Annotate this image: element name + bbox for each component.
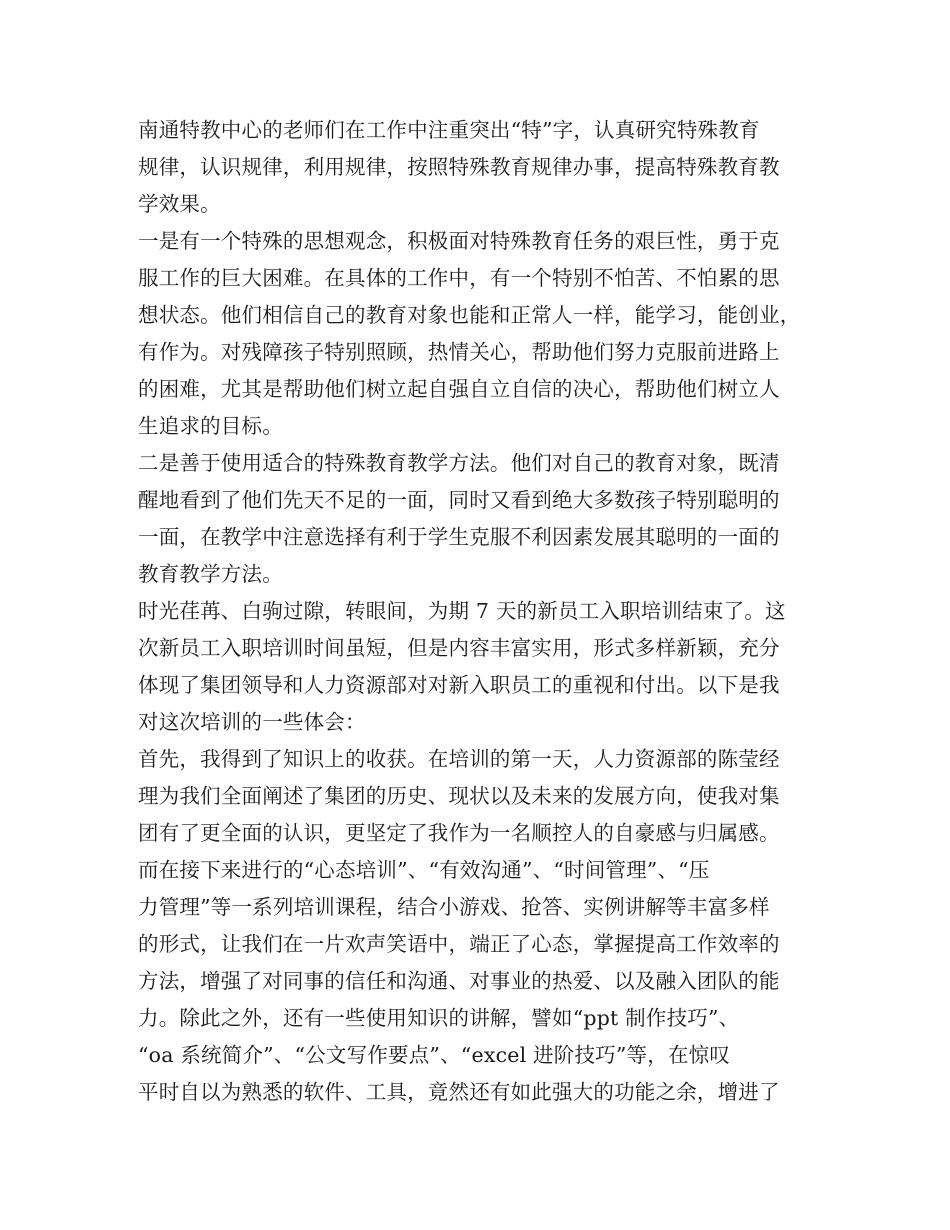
text-line: 一是有一个特殊的思想观念，积极面对特殊教育任务的艰巨性，勇于克 [138,229,780,253]
text-line: 体现了集团领导和人力资源部对对新入职员工的重视和付出。以下是我 [138,673,780,697]
text-line: 力管理”等一系列培训课程，结合小游戏、抢答、实例讲解等丰富多样 [138,895,770,919]
text-line: 力。除此之外，还有一些使用知识的讲解，譬如“ppt 制作技巧”、 [138,1006,740,1030]
text-line: 有作为。对残障孩子特别照顾，热情关心，帮助他们努力克服前进路上 [138,340,780,364]
text-line: 想状态。他们相信自己的教育对象也能和正常人一样，能学习，能创业， [138,303,801,327]
text-line: 首先，我得到了知识上的收获。在培训的第一天，人力资源部的陈莹经 [138,747,780,771]
text-line: 醒地看到了他们先天不足的一面，同时又看到绝大多数孩子特别聪明的 [138,488,780,512]
text-line: “oa 系统简介”、“公文写作要点”、“excel 进阶技巧”等，在惊叹 [138,1043,731,1067]
text-line: 的形式，让我们在一片欢声笑语中，端正了心态，掌握提高工作效率的 [138,932,780,956]
text-line: 的困难，尤其是帮助他们树立起自强自立自信的决心，帮助他们树立人 [138,377,780,401]
text-line: 对这次培训的一些体会： [138,710,366,734]
document-body [138,112,828,1111]
text-line: 教育教学方法。 [138,562,283,586]
text-line: 南通特教中心的老师们在工作中注重突出“特”字，认真研究特殊教育 [138,118,760,142]
text-line: 规律，认识规律，利用规律，按照特殊教育规律办事，提高特殊教育教 [138,155,780,179]
text-line: 学效果。 [138,192,221,216]
text-line: 而在接下来进行的“心态培训”、“有效沟通”、“时间管理”、“压 [138,858,710,882]
text-line: 理为我们全面阐述了集团的历史、现状以及未来的发展方向，使我对集 [138,784,780,808]
text-line: 一面，在教学中注意选择有利于学生克服不利因素发展其聪明的一面的 [138,525,780,549]
text-line: 二是善于使用适合的特殊教育教学方法。他们对自己的教育对象，既清 [138,451,780,475]
text-line: 服工作的巨大困难。在具体的工作中，有一个特别不怕苦、不怕累的思 [138,266,780,290]
text-line: 次新员工入职培训时间虽短，但是内容丰富实用，形式多样新颖，充分 [138,636,780,660]
text-line: 平时自以为熟悉的软件、工具，竟然还有如此强大的功能之余，增进了 [138,1080,780,1104]
text-line: 方法，增强了对同事的信任和沟通、对事业的热爱、以及融入团队的能 [138,969,780,993]
text-line: 时光荏苒、白驹过隙，转眼间，为期 7 天的新员工入职培训结束了。这 [138,599,786,623]
text-line: 团有了更全面的认识，更坚定了我作为一名顺控人的自豪感与归属感。 [138,821,780,845]
text-line: 生追求的目标。 [138,414,283,438]
